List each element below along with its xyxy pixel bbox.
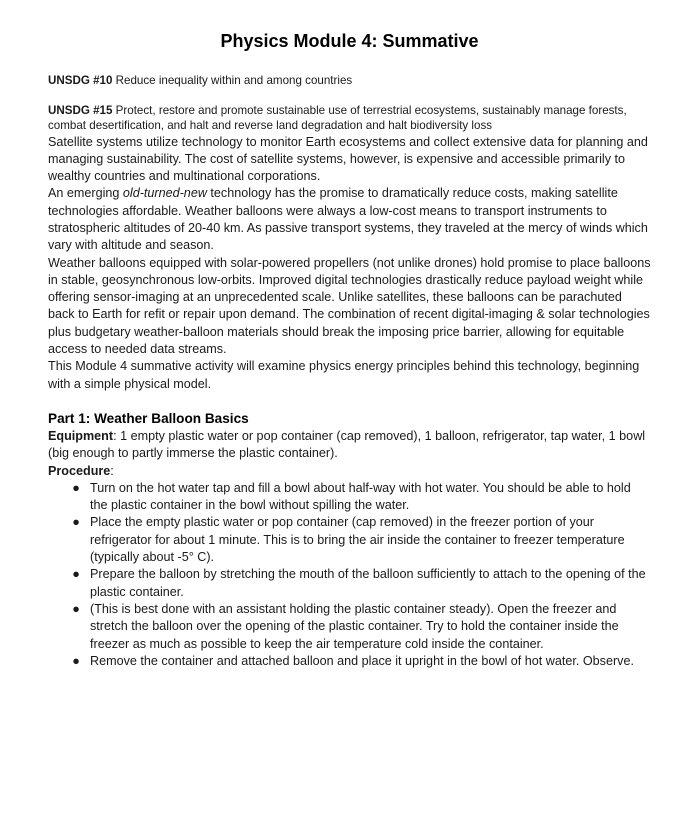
sdg-15-label: UNSDG #15	[48, 103, 113, 117]
para2-italic: old-turned-new	[122, 186, 207, 201]
procedure-label: Procedure	[48, 463, 111, 478]
bullet-icon: ●	[72, 515, 80, 530]
procedure-step-text: Turn on the hot water tap and fill a bowl about half-way with hot water. You should be able to hold the plastic container in the bowl without spilling the water.	[90, 480, 631, 513]
sdg-10-line	[48, 73, 651, 89]
procedure-step-text: (This is best done with an assistant holding the plastic container steady). Open the freezer and stretch the balloon over the opening of the plastic container. Try to hold the container inside the freezer as much as possible to keep the air temperature cold inside the container.	[90, 601, 619, 651]
procedure-step-text: Place the empty plastic water or pop container (cap removed) in the freezer portion of your refrigerator for about 1 minute. This is to bring the air inside the container to freezer temperature (typically about -5° C).	[90, 515, 625, 565]
equipment-paragraph	[48, 428, 651, 463]
paragraph-weather-balloons: Weather balloons equipped with solar-powered propellers (not unlike drones) hold promise to place balloons in stable, geosynchronous low-orbits. Improved digital technologies drastically reduce payload weight while offering sensor-imaging at an unprecedented scale. Unlike satellites, these balloons can be parachuted back to Earth for refit or repair upon demand. The combination of recent digital-imaging & solar technologies plus budgetary weather-balloon materials should break the imposing price barrier, allowing for equitable access to needed data streams.	[48, 255, 651, 357]
procedure-step	[70, 653, 651, 670]
para2-post: technology has the promise to dramatically reduce costs, making satellite technologies affordable. Weather balloons were always a low-cost means to transport instruments to stratospheric altitudes of 20-40 km. As passive transport systems, they traveled at the mercy of winds which vary with altitude and season.	[48, 186, 648, 253]
procedure-list	[48, 480, 651, 670]
procedure-step	[70, 514, 651, 566]
bullet-icon: ●	[72, 653, 80, 668]
procedure-step-text: Prepare the balloon by stretching the mouth of the balloon sufficiently to attach to the opening of the plastic container.	[90, 567, 646, 599]
bullet-icon: ●	[72, 480, 80, 495]
procedure-step	[70, 601, 651, 653]
bullet-icon: ●	[72, 567, 80, 582]
paragraph-module-intro: This Module 4 summative activity will examine physics energy principles behind this technology, beginning with a simple physical model.	[48, 359, 640, 391]
bullet-icon: ●	[72, 601, 80, 616]
page-title: Physics Module 4: Summative	[220, 31, 479, 51]
paragraph-emerging-technology	[48, 185, 651, 254]
para2-pre: An emerging	[48, 186, 123, 201]
equipment-text: : 1 empty plastic water or pop container (cap removed), 1 balloon, refrigerator, tap water, 1 bowl (big enough to partly immerse the plastic container).	[48, 428, 646, 461]
procedure-colon: :	[110, 463, 114, 478]
part1-heading: Part 1: Weather Balloon Basics	[48, 410, 249, 426]
procedure-heading	[48, 463, 651, 480]
procedure-step-text: Remove the container and attached balloon and place it upright in the bowl of hot water. Observe.	[90, 653, 634, 668]
paragraph-satellite-systems: Satellite systems utilize technology to monitor Earth ecosystems and collect extensive data for planning and managing sustainability. The cost of satellite systems, however, is expensive and accessible primarily to wealthy countries and multinational corporations.	[48, 134, 648, 184]
sdg-15-line	[48, 103, 651, 134]
sdg-10-text: Reduce inequality within and among countries	[112, 74, 353, 87]
equipment-label: Equipment	[48, 428, 114, 443]
procedure-step	[70, 566, 651, 601]
sdg-15-text: Protect, restore and promote sustainable use of terrestrial ecosystems, sustainably manage forests, combat desertification, and halt and reverse land degradation and halt biodiversity loss	[48, 103, 627, 132]
procedure-step	[70, 480, 651, 515]
sdg-10-label: UNSDG #10	[48, 74, 113, 87]
